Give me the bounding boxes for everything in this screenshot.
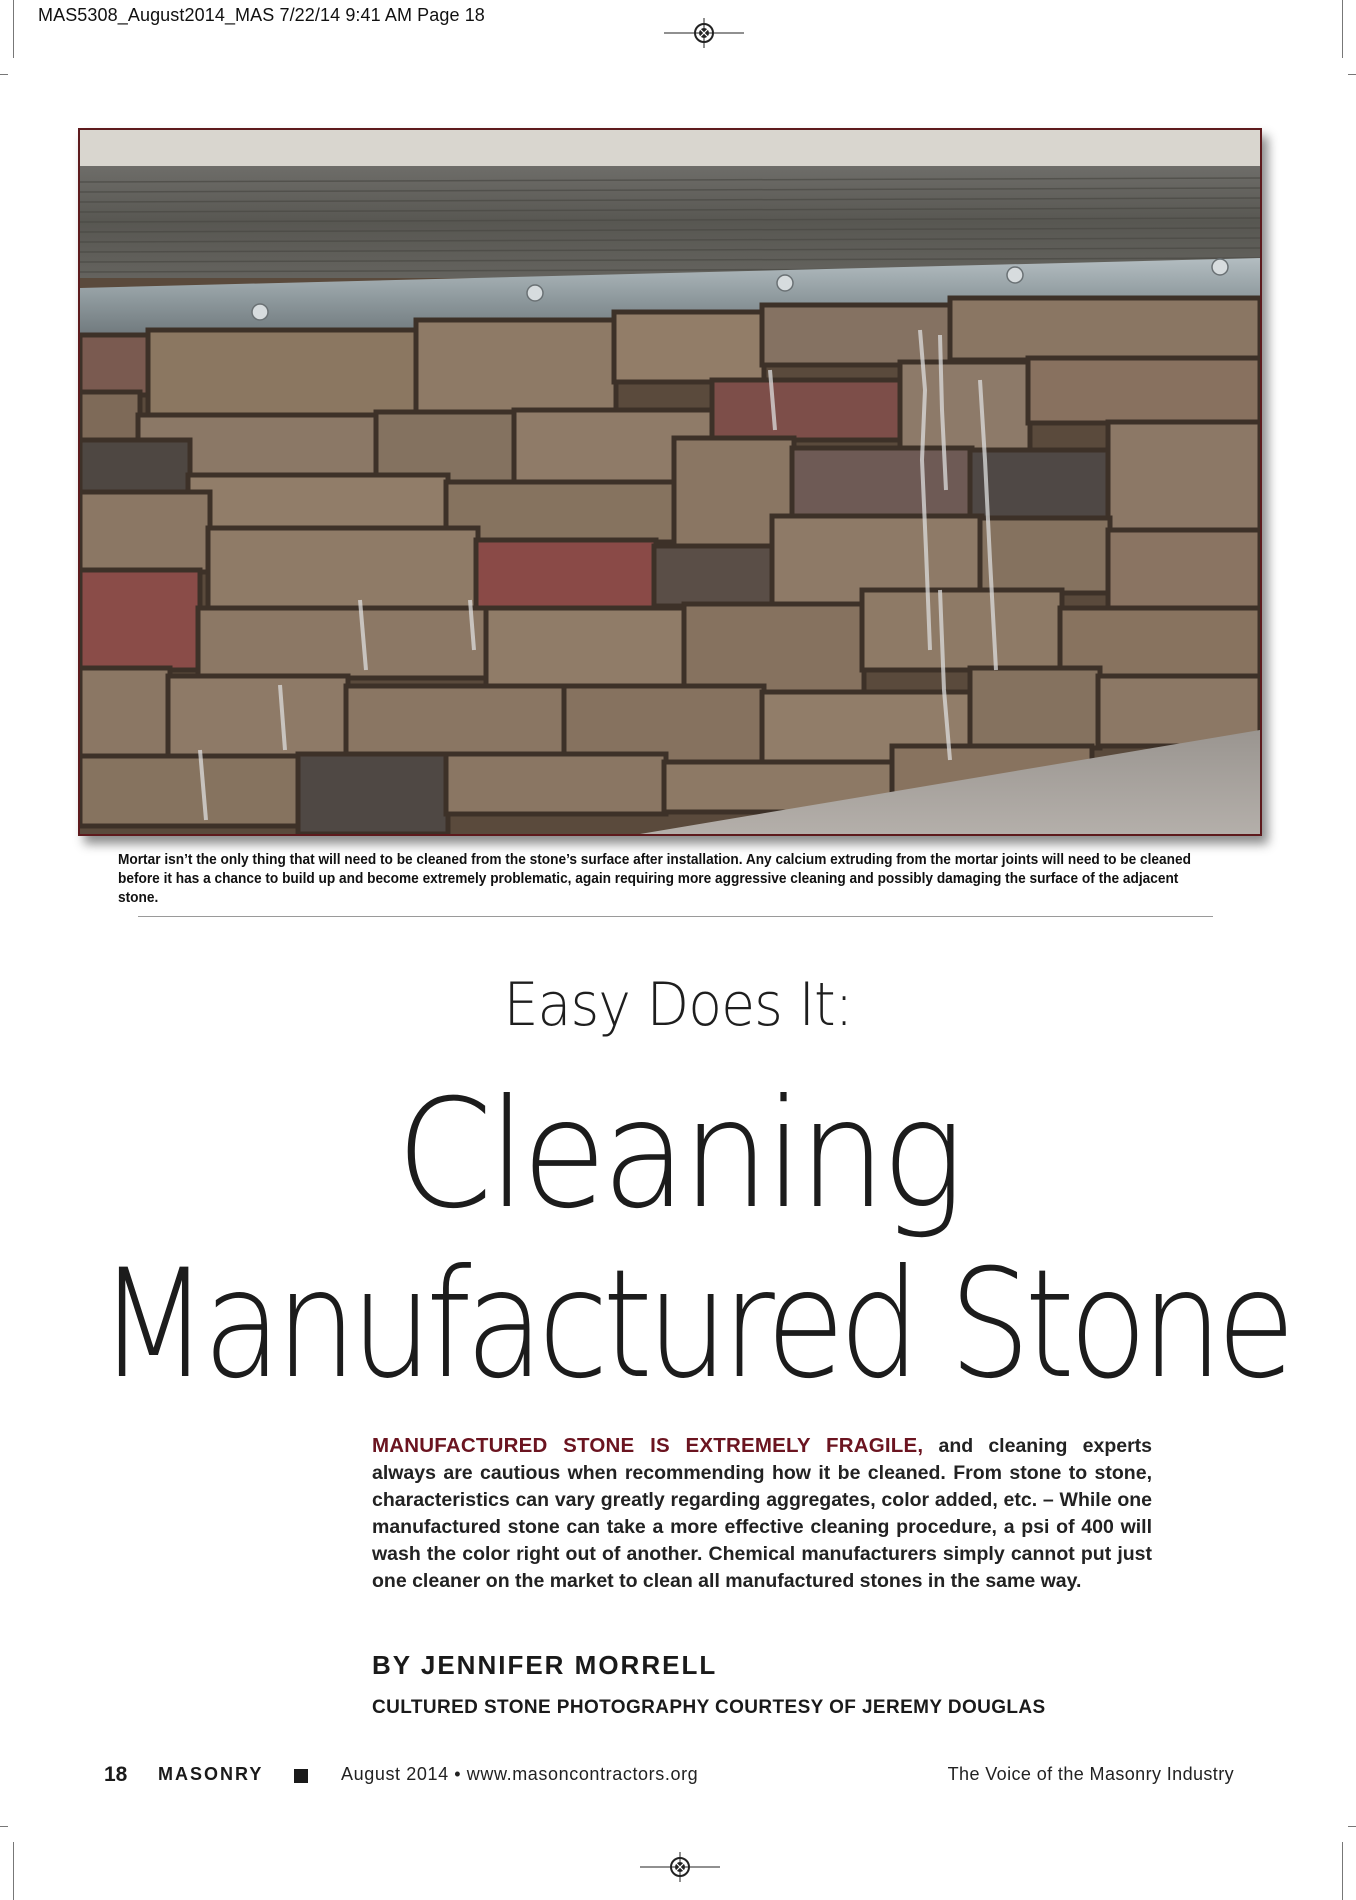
stone-wall-photo [78, 128, 1262, 836]
publication-tagline: The Voice of the Masonry Industry [947, 1764, 1234, 1784]
registration-mark-icon [664, 18, 744, 48]
photo-caption: Mortar isn’t the only thing that will need to be cleaned from the stone’s surface after installation. Any calcium extruding from the mortar joints will need to be cleaned before it has a chance to build up and become extremely problematic, again requiring more aggressive cleaning and possibly damaging the surface of the adjacent stone. [118, 851, 1191, 906]
author-byline: BY JENNIFER MORRELL [372, 1650, 718, 1680]
caption-divider [138, 916, 1213, 917]
issue-info: August 2014 • www.masoncontractors.org [341, 1764, 699, 1784]
article-deck [372, 1432, 1152, 1595]
registration-mark-icon [640, 1852, 720, 1882]
stone-wall-photo-icon [80, 130, 1260, 834]
crop-mark [1342, 0, 1343, 58]
headline-line-1: Cleaning [396, 1068, 960, 1242]
headline-kicker: Easy Does It: [503, 970, 853, 1040]
headline-line-2: Manufactured Stone [98, 1238, 1290, 1412]
square-bullet-icon [294, 1769, 308, 1783]
deck-lead-in: MANUFACTURED STONE IS EXTREMELY FRAGILE, [372, 1434, 924, 1457]
crop-mark [13, 0, 14, 58]
page-number: 18 [104, 1763, 128, 1786]
photo-credit: CULTURED STONE PHOTOGRAPHY COURTESY OF JEREMY DOUGLAS [372, 1697, 1046, 1718]
publication-name: MASONRY [158, 1764, 264, 1784]
print-slug: MAS5308_August2014_MAS 7/22/14 9:41 AM Page 18 [38, 5, 485, 25]
crop-mark [0, 1826, 8, 1827]
crop-mark [13, 1842, 14, 1900]
crop-mark [0, 74, 8, 75]
crop-mark [1348, 74, 1356, 75]
deck-body: and cleaning experts always are cautious when recommending how it be cleaned. From stone to stone, characteristics can vary greatly regarding aggregates, color added, etc. – While one manufactured stone can take a more effective cleaning procedure, a psi of 400 will wash the color right out of another. Chemical manufacturers simply cannot put just one cleaner on the market to clean all manufactured stones in the same way. [372, 1435, 1153, 1592]
page-footer [0, 1763, 1356, 1793]
crop-mark [1348, 1826, 1356, 1827]
crop-mark [1342, 1842, 1343, 1900]
